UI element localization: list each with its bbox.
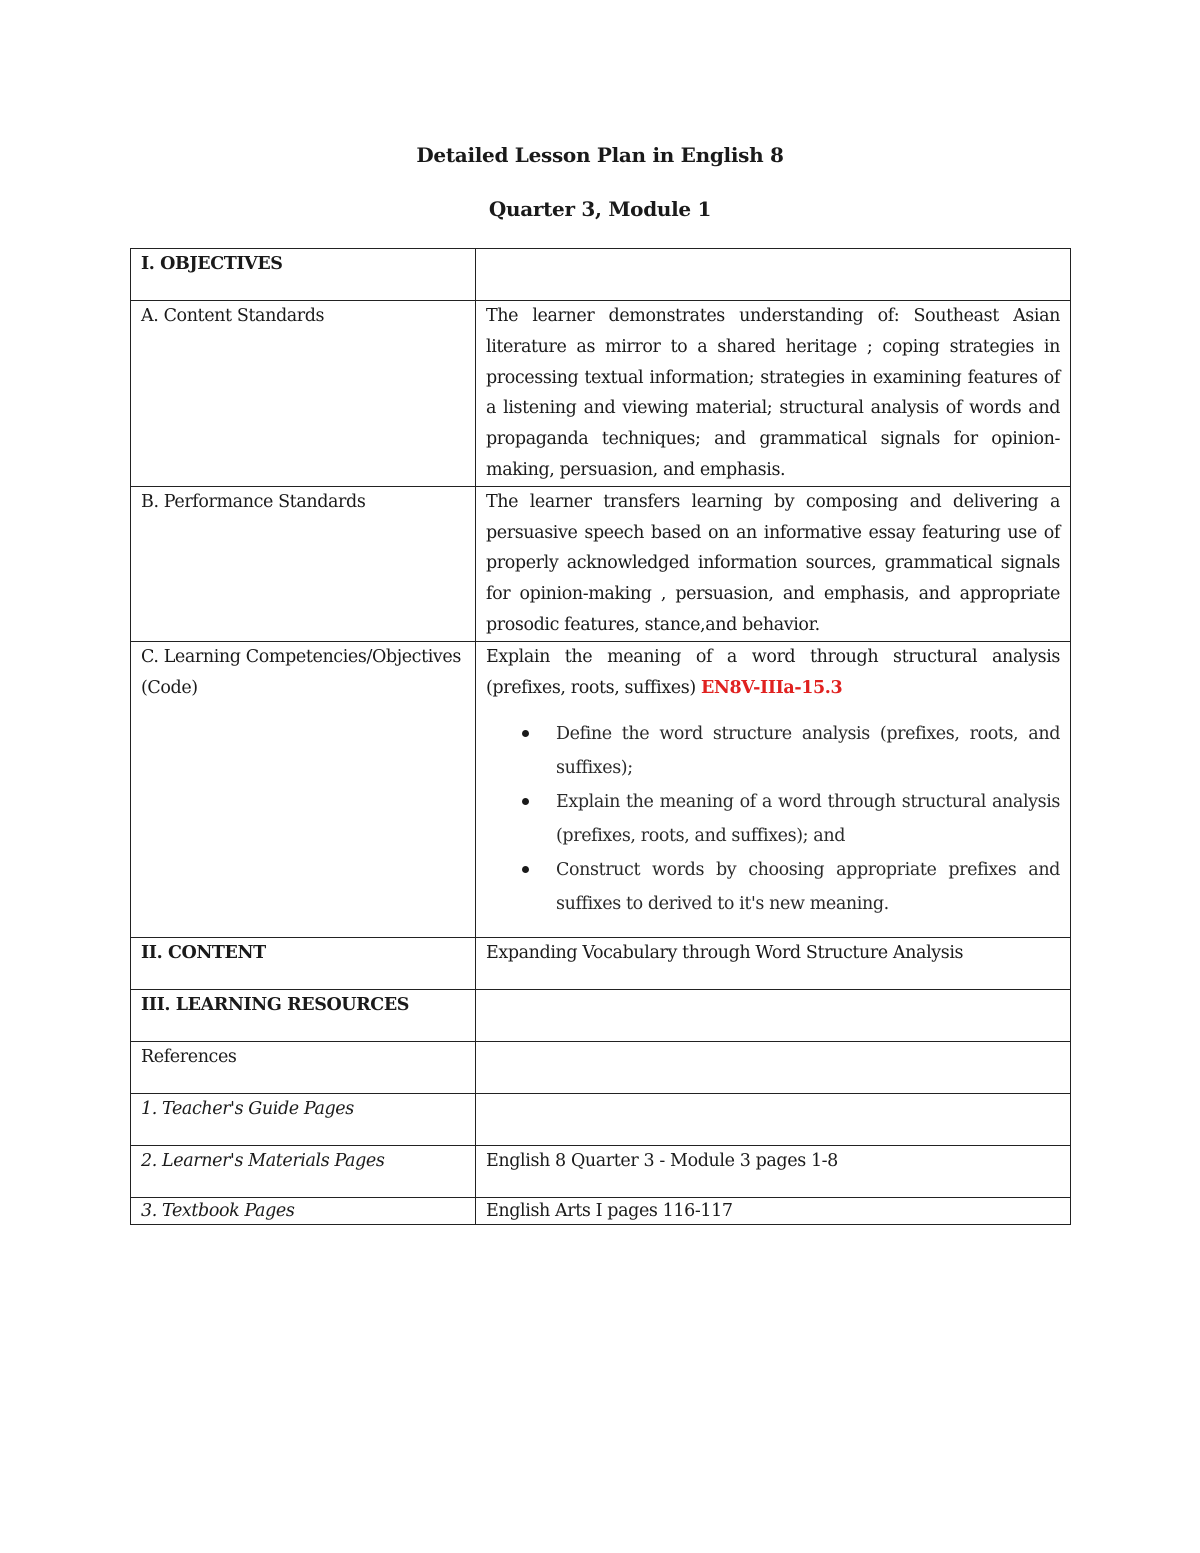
table-row-content — [131, 938, 1071, 990]
row-value — [476, 1042, 1071, 1094]
competency-statement: Explain the meaning of a word through structural analysis (prefixes, roots, suffixes) — [486, 646, 1060, 698]
objectives-list — [486, 717, 1060, 921]
row-label: 1. Teacher's Guide Pages — [131, 1094, 476, 1146]
document-subtitle: Quarter 3, Module 1 — [488, 197, 712, 221]
row-value: English 8 Quarter 3 - Module 3 pages 1-8 — [476, 1146, 1071, 1198]
list-item-text: Construct words by choosing appropriate prefixes and suffixes to derived to it's new meaning. — [556, 860, 1060, 915]
competency-text — [486, 642, 1060, 704]
row-label: II. CONTENT — [131, 938, 476, 990]
bullet-icon — [522, 730, 529, 737]
row-label: B. Performance Standards — [131, 486, 476, 641]
table-row-learners-materials — [131, 1146, 1071, 1198]
lesson-plan-table — [130, 248, 1071, 1225]
row-label: A. Content Standards — [131, 301, 476, 487]
row-value-cell — [476, 641, 1071, 938]
table-row-content-standards — [131, 301, 1071, 487]
row-label: References — [131, 1042, 476, 1094]
row-value: The learner demonstrates understanding of: Southeast Asian literature as mirror to a shared heritage ; coping strategies in processing textual information; strategies in examining features of a listening and viewing material; structural analysis of words and propaganda techniques; and grammatical signals for opinion- making, persuasion, and emphasis. — [476, 301, 1071, 487]
bullet-icon — [522, 798, 529, 805]
list-item — [556, 853, 1060, 921]
row-value — [476, 1094, 1071, 1146]
table-row-learning-competencies — [131, 641, 1071, 938]
document-title: Detailed Lesson Plan in English 8 — [416, 143, 784, 167]
row-label: I. OBJECTIVES — [131, 249, 476, 301]
row-label: C. Learning Competencies/Objectives (Code) — [131, 641, 476, 938]
row-value — [476, 249, 1071, 301]
list-item — [556, 785, 1060, 853]
row-label: III. LEARNING RESOURCES — [131, 990, 476, 1042]
list-item-text: Define the word structure analysis (prefixes, roots, and suffixes); — [556, 724, 1060, 779]
row-value: Expanding Vocabulary through Word Structure Analysis — [476, 938, 1071, 990]
row-label: 2. Learner's Materials Pages — [131, 1146, 476, 1198]
row-value: The learner transfers learning by composing and delivering a persuasive speech based on an informative essay featuring use of properly acknowledged information sources, grammatical signals for opinion-making , persuasion, and emphasis, and appropriate prosodic features, stance,and behavior. — [476, 486, 1071, 641]
table-row-objectives — [131, 249, 1071, 301]
competency-code: EN8V-IIIa-15.3 — [700, 677, 843, 698]
row-value — [476, 990, 1071, 1042]
table-row-teachers-guide — [131, 1094, 1071, 1146]
table-row-references — [131, 1042, 1071, 1094]
bullet-icon — [522, 866, 529, 873]
list-item — [556, 717, 1060, 785]
table-row-performance-standards — [131, 486, 1071, 641]
table-row-textbook — [131, 1198, 1071, 1225]
list-item-text: Explain the meaning of a word through structural analysis (prefixes, roots, and suffixes); and — [556, 792, 1060, 847]
row-value: English Arts I pages 116-117 — [476, 1198, 1071, 1225]
table-row-learning-resources — [131, 990, 1071, 1042]
row-label: 3. Textbook Pages — [131, 1198, 476, 1225]
